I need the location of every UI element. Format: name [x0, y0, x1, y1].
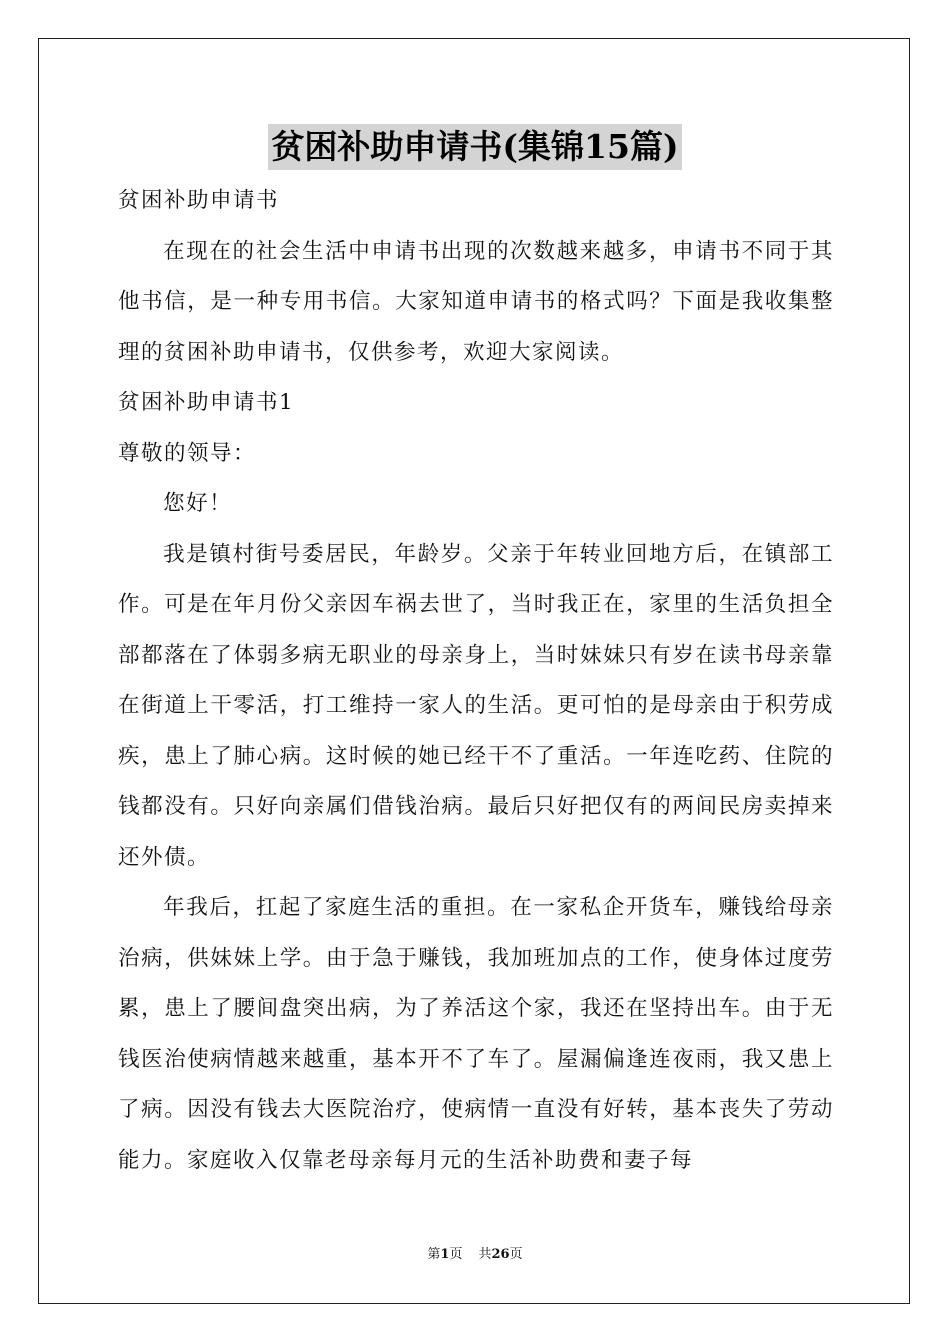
intro-paragraph: 在现在的社会生活中申请书出现的次数越来越多，申请书不同于其他书信，是一种专用书信。大家知道申请书的格式吗？下面是我收集整理的贫困补助申请书，仅供参考，欢迎大家阅读。: [118, 238, 834, 365]
salutation: 尊敬的领导：: [118, 440, 257, 466]
total-page-number: 26: [491, 1247, 510, 1262]
section-heading: 贫困补助申请书: [118, 188, 280, 213]
document-title: 贫困补助申请书(集锦15篇): [268, 124, 681, 170]
document-body: [118, 176, 834, 1186]
body-paragraph-1: 我是镇村街号委居民，年龄岁。父亲于年转业回地方后，在镇部工作。可是在年月份父亲因车祸去世了，当时我正在，家里的生活负担全部都落在了体弱多病无职业的母亲身上，当时妹妹只有岁在读书母亲靠在街道上干零活，打工维持一家人的生活。更可怕的是母亲由于积劳成疾，患上了肺心病。这时候的她已经干不了重活。一年连吃药、住院的钱都没有。只好向亲属们借钱治病。最后只好把仅有的两间民房卖掉来还外债。: [118, 541, 834, 870]
page-footer: [0, 1246, 950, 1264]
total-prefix: 共: [478, 1247, 492, 1262]
body-paragraph-2: 年我后，扛起了家庭生活的重担。在一家私企开货车，赚钱给母亲治病，供妹妹上学。由于急于赚钱，我加班加点的工作，使身体过度劳累，患上了腰间盘突出病，为了养活这个家，我还在坚持出车。由于无钱医治使病情越来越重，基本开不了车了。屋漏偏逢连夜雨，我又患上了病。因没有钱去大医院治疗，使病情一直没有好转，基本丧失了劳动能力。家庭收入仅靠老母亲每月元的生活补助费和妻子每: [118, 895, 834, 1173]
section-heading-1: 贫困补助申请书1: [118, 390, 295, 415]
total-suffix: 页: [509, 1247, 523, 1262]
title-container: [0, 124, 950, 170]
page-prefix: 第: [427, 1247, 441, 1262]
page-suffix: 页: [449, 1247, 463, 1262]
current-page-number: 1: [440, 1247, 450, 1262]
greeting: 您好！: [163, 491, 233, 516]
